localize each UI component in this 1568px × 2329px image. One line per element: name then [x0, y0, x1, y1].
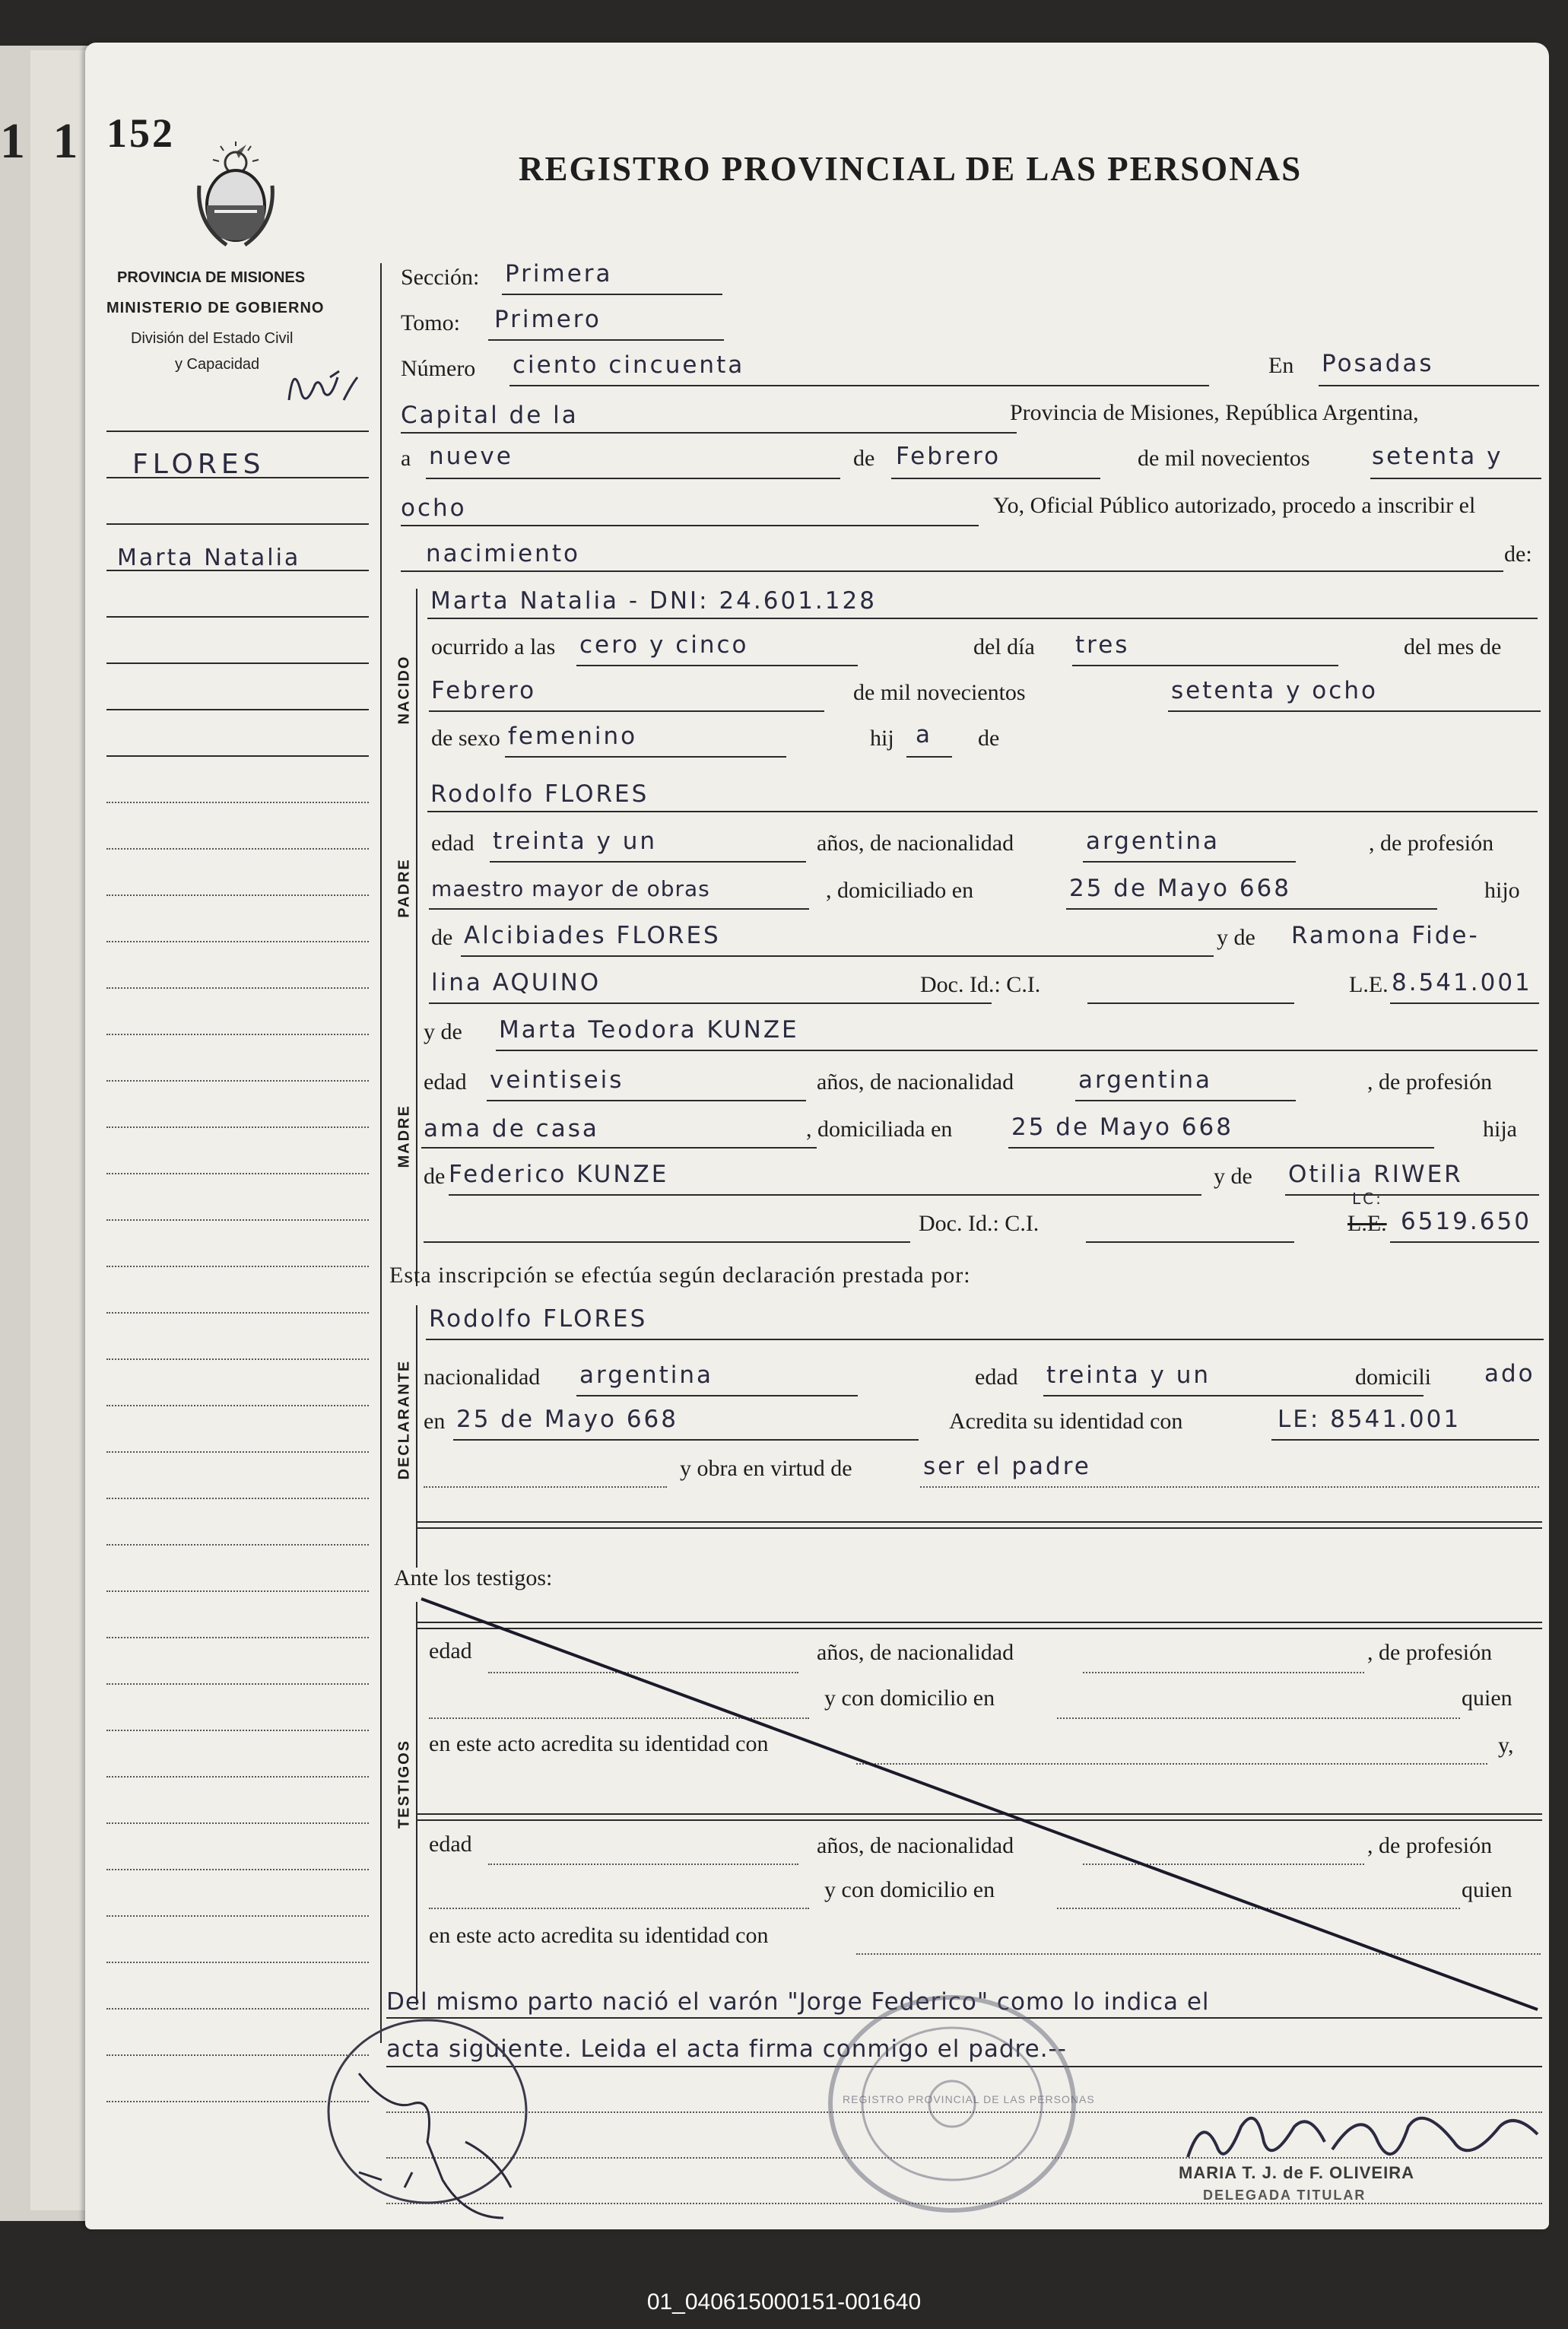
note-line-2: acta siguiente. Leida el acta firma conmigo el padre.--: [386, 2035, 1067, 2063]
declarante-edad-label: edad: [975, 1365, 1018, 1390]
padre-edad-value: treinta y un: [493, 828, 658, 855]
sidebar-rule: [106, 1869, 369, 1870]
testigo-1-anos-label: años, de nacionalidad: [817, 1640, 1014, 1665]
sidebar-rule: [106, 1451, 369, 1453]
madre-bracket: [416, 1024, 417, 1286]
madre-section-label: MADRE: [395, 1104, 413, 1168]
sidebar-rule: [106, 1080, 369, 1082]
seccion-line: [502, 294, 722, 295]
madre-lc-label: LC:: [1352, 1190, 1383, 1208]
sidebar-rule: [106, 1962, 369, 1963]
padre-madre-de-2-line: [429, 1002, 992, 1004]
left-edge-number: 1 1: [0, 113, 86, 169]
anio-2-line: [401, 525, 979, 526]
testigo-2-quien-label: quien: [1462, 1877, 1512, 1902]
declarante-edad-value: treinta y un: [1046, 1361, 1211, 1389]
testigos-intro: Ante los testigos:: [394, 1565, 553, 1590]
lugar2-value: Capital de la: [401, 402, 579, 429]
madre-nacionalidad-value: argentina: [1078, 1066, 1213, 1094]
padre-hijo-label: hijo: [1484, 878, 1520, 903]
padre-madre-de-2: lina AQUINO: [431, 969, 601, 996]
anio-nac-value: setenta y ocho: [1171, 677, 1378, 704]
sidebar-rule: [106, 431, 369, 432]
seal-text: REGISTRO PROVINCIAL DE LAS PERSONAS: [843, 2093, 1095, 2105]
padre-bracket: [416, 780, 417, 1024]
sexo-line: [505, 756, 786, 758]
madre-nacionalidad-line: [1075, 1100, 1296, 1101]
testigo-1-domicilio-label: y con domicilio en: [824, 1686, 995, 1711]
dia-nac-value: tres: [1075, 631, 1130, 659]
org-capacity: y Capacidad: [175, 356, 260, 373]
declarante-domiciliado-label: domicili: [1355, 1365, 1431, 1390]
testigo-1-quien-label: quien: [1462, 1686, 1512, 1711]
sidebar-rule: [106, 755, 369, 757]
sidebar-rule: [106, 1590, 369, 1592]
sidebar-rule: [106, 1498, 369, 1499]
note-line-1: Del mismo parto nació el varón "Jorge Federico" como lo indica el: [386, 1988, 1210, 2016]
padre-profesion-line: [429, 908, 809, 910]
mes-line: [891, 478, 1100, 479]
padre-profesion-value: maestro mayor de obras: [431, 876, 710, 901]
lugar-line: [1319, 385, 1539, 386]
a-label: a: [401, 446, 411, 471]
sidebar-rule: [106, 2008, 369, 2010]
padre-ci-line: [1087, 1002, 1294, 1004]
declarante-documento-value: LE: 8541.001: [1278, 1406, 1462, 1433]
padre-profesion-label: , de profesión: [1369, 831, 1494, 856]
declarante-edad-line: [1043, 1395, 1424, 1396]
madre-edad-line: [487, 1100, 806, 1101]
anio-nac-line: [1168, 710, 1541, 712]
madre-madre-de-value: Otilia RIWER: [1288, 1161, 1463, 1188]
madre-edad-label: edad: [424, 1069, 467, 1095]
dia-value: nueve: [429, 443, 513, 470]
de-colon-label: de:: [1504, 542, 1532, 567]
sidebar-rule: [106, 1312, 369, 1314]
ocurrido-label: ocurrido a las: [431, 634, 556, 659]
declarante-name: Rodolfo FLORES: [429, 1305, 648, 1333]
declarante-domicilio-line: [453, 1439, 919, 1441]
numero-value: ciento cincuenta: [513, 351, 745, 379]
sidebar-rule: [106, 523, 369, 525]
mil-label: de mil novecientos: [1138, 446, 1310, 471]
anio-1-line: [1370, 478, 1541, 479]
nacido-name: Marta Natalia - DNI: 24.601.128: [430, 587, 877, 615]
nacido-name-line: [427, 618, 1538, 619]
madre-profesion-label: , de profesión: [1367, 1069, 1493, 1095]
registry-page: [85, 43, 1549, 2229]
testigo-2-anos-label: años, de nacionalidad: [817, 1833, 1014, 1858]
madre-hija-label: hija: [1483, 1117, 1517, 1142]
madre-doc-label: Doc. Id.: C.I.: [919, 1211, 1040, 1236]
de-label: de: [853, 446, 875, 471]
dia-nac-line: [1072, 665, 1338, 666]
testigos-cancel-stroke: [412, 1594, 1568, 2020]
testigo-1-acredita-label: en este acto acredita su identidad con: [429, 1731, 769, 1756]
madre-le-line: [1390, 1241, 1539, 1243]
hij-de-label: de: [978, 726, 1000, 751]
testigo-1-y-label: y,: [1498, 1733, 1514, 1758]
madre-anos-label: años, de nacionalidad: [817, 1069, 1014, 1095]
madre-y-de-label2: y de: [1214, 1164, 1252, 1189]
numero-label: Número: [401, 356, 476, 381]
declarante-name-line: [426, 1339, 1544, 1340]
padre-y-de-label: y de: [1217, 925, 1255, 950]
padre-de-label: de: [431, 925, 453, 950]
sidebar-rule: [106, 570, 369, 571]
sidebar-rule: [106, 1915, 369, 1917]
sidebar-rule: [106, 1405, 369, 1406]
padre-domicilio-value: 25 de Mayo 668: [1069, 875, 1291, 902]
sidebar-rule: [106, 848, 369, 850]
madre-domicilio-value: 25 de Mayo 668: [1011, 1114, 1233, 1141]
del-dia-label: del día: [973, 634, 1035, 659]
image-caption: 01_040615000151-001640: [646, 2289, 922, 2315]
sidebar-rule: [106, 1219, 369, 1221]
oficial-text: Yo, Oficial Público autorizado, procedo a inscribir el: [993, 493, 1476, 518]
madre-padre-de-value: Federico KUNZE: [449, 1161, 669, 1188]
declarante-blank-line: [424, 1486, 667, 1488]
sidebar-given-names: Marta Natalia: [117, 545, 301, 571]
madre-madre-de-line: [1285, 1194, 1539, 1196]
page-number: 152: [106, 110, 175, 156]
padre-nacionalidad-value: argentina: [1086, 828, 1220, 855]
madre-y-de-label: y de: [424, 1019, 462, 1044]
padre-anos-label: años, de nacionalidad: [817, 831, 1014, 856]
acto-value: nacimiento: [426, 540, 580, 567]
declarante-end-line: [417, 1521, 1542, 1523]
hora-value: cero y cinco: [579, 631, 749, 659]
madre-profesion-line: [421, 1147, 817, 1149]
provincia-text: Provincia de Misiones, República Argentina,: [1010, 400, 1419, 425]
madre-padre-de-line: [449, 1194, 1201, 1196]
hij-label: hij: [870, 726, 894, 751]
padre-domiciliado-label: , domiciliado en: [826, 878, 974, 903]
declarante-acredita-label: Acredita su identidad con: [949, 1409, 1183, 1434]
stamp-name: MARIA T. J. de F. OLIVEIRA: [1179, 2163, 1414, 2182]
padre-name-line: [427, 811, 1538, 812]
sidebar-rule: [106, 2101, 369, 2102]
acto-line: [401, 570, 1503, 572]
madre-name: Marta Teodora KUNZE: [499, 1016, 799, 1044]
org-ministry: MINISTERIO DE GOBIERNO: [106, 300, 325, 316]
declarante-domiciliado-suffix: ado: [1484, 1360, 1535, 1387]
testigos-section-label: TESTIGOS: [395, 1739, 413, 1829]
sidebar-rule: [106, 1730, 369, 1731]
sexo-label: de sexo: [431, 726, 500, 751]
anio-2-value: ocho: [401, 494, 467, 522]
org-province: PROVINCIA DE MISIONES: [117, 269, 306, 286]
declarante-nacionalidad-label: nacionalidad: [424, 1365, 541, 1390]
testigo-2-edad-label: edad: [429, 1832, 472, 1857]
testigo-2-acredita-label: en este acto acredita su identidad con: [429, 1923, 769, 1948]
sidebar-rule: [106, 1358, 369, 1360]
seccion-value: Primera: [505, 260, 613, 288]
sidebar-rule: [106, 1776, 369, 1778]
mes-value: Febrero: [896, 443, 1001, 470]
madre-name-line: [496, 1050, 1538, 1051]
sidebar-rule: [106, 1126, 369, 1128]
testigo-1-profesion-label: , de profesión: [1367, 1640, 1493, 1665]
padre-domicilio-line: [1066, 908, 1437, 910]
declarante-section-label: DECLARANTE: [395, 1359, 413, 1480]
sexo-value: femenino: [508, 723, 638, 750]
sidebar-rule: [106, 941, 369, 942]
seccion-label: Sección:: [401, 265, 480, 290]
madre-domicilio-line: [1008, 1147, 1434, 1149]
numero-line: [509, 385, 1209, 386]
org-division: División del Estado Civil: [131, 330, 294, 347]
padre-le-line: [1390, 1002, 1539, 1004]
declarante-domicilio-value: 25 de Mayo 668: [456, 1406, 678, 1433]
official-initials-icon: [284, 354, 360, 415]
hij-letter: a: [916, 721, 932, 748]
mil-nac-label: de mil novecientos: [853, 680, 1026, 705]
stamp-role: DELEGADA TITULAR: [1203, 2188, 1366, 2203]
del-mes-label: del mes de: [1404, 634, 1502, 659]
madre-de-label: de: [424, 1164, 446, 1189]
padre-nacionalidad-line: [1083, 861, 1296, 863]
padre-edad-label: edad: [431, 831, 475, 856]
madre-domiciliada-label: , domiciliada en: [806, 1117, 953, 1142]
coat-of-arms-icon: [193, 140, 278, 246]
sidebar-rule: [106, 1544, 369, 1546]
sidebar-rule: [106, 802, 369, 803]
dia-line: [426, 478, 840, 479]
lugar2-line: [401, 432, 1017, 434]
sidebar-rule: [106, 1034, 369, 1035]
mes-nac-value: Febrero: [431, 677, 537, 704]
declarant-signature-icon: [313, 1990, 663, 2233]
sidebar-rule: [106, 894, 369, 896]
sidebar-rule: [106, 987, 369, 989]
tomo-label: Tomo:: [401, 310, 460, 335]
hij-line: [906, 756, 952, 758]
testigo-1-edad-label: edad: [429, 1638, 472, 1663]
column-divider: [380, 263, 382, 2043]
sidebar-rule: [106, 616, 369, 618]
madre-le-label: L.E.: [1347, 1211, 1387, 1236]
sidebar-rule: [106, 662, 369, 664]
mes-nac-line: [429, 710, 824, 712]
hora-line: [576, 665, 858, 666]
declarante-virtud-value: ser el padre: [923, 1453, 1091, 1480]
declarante-nacionalidad-line: [576, 1395, 858, 1396]
testigo-2-profesion-label: , de profesión: [1367, 1833, 1493, 1858]
padre-name: Rodolfo FLORES: [430, 780, 649, 808]
sidebar-rule: [106, 2054, 369, 2056]
tomo-line: [488, 339, 724, 341]
sidebar-rule: [106, 477, 369, 478]
padre-madre-de-1: Ramona Fide-: [1291, 922, 1480, 949]
lugar-value: Posadas: [1322, 350, 1434, 377]
padre-doc-label: Doc. Id.: C.I.: [920, 972, 1041, 997]
declarante-virtud-line: [920, 1486, 1539, 1488]
en-label: En: [1268, 353, 1294, 378]
padre-le-value: 8.541.001: [1392, 969, 1532, 996]
padre-edad-line: [490, 861, 806, 863]
sidebar-rule: [106, 1822, 369, 1824]
tomo-value: Primero: [494, 306, 601, 333]
madre-ci-line: [1086, 1241, 1294, 1243]
nacido-section-label: NACIDO: [395, 655, 413, 725]
anio-1-value: setenta y: [1372, 443, 1503, 470]
sidebar-rule: [106, 709, 369, 710]
sidebar-rule: [106, 1637, 369, 1638]
madre-edad-value: veintiseis: [490, 1066, 624, 1094]
sidebar-rule: [106, 1266, 369, 1267]
declarante-virtud-label: y obra en virtud de: [680, 1456, 852, 1481]
madre-le-value: 6519.650: [1401, 1208, 1531, 1235]
page-title: REGISTRO PROVINCIAL DE LAS PERSONAS: [519, 150, 1303, 188]
madre-profesion-value: ama de casa: [424, 1115, 599, 1142]
testigo-2-domicilio-label: y con domicilio en: [824, 1877, 995, 1902]
declarante-en-label: en: [424, 1409, 446, 1434]
padre-padre-de-line: [461, 955, 1214, 957]
sidebar-surname: FLORES: [132, 449, 265, 480]
padre-section-label: PADRE: [395, 858, 413, 918]
madre-blank-line: [424, 1241, 910, 1243]
padre-padre-de-value: Alcibiades FLORES: [464, 922, 721, 949]
sidebar-rule: [106, 1173, 369, 1174]
declarante-documento-line: [1271, 1439, 1539, 1441]
padre-le-label: L.E.: [1349, 972, 1389, 997]
declarante-end-line-2: [417, 1527, 1542, 1529]
declarante-nacionalidad-value: argentina: [579, 1361, 714, 1389]
declarante-intro: Esta inscripción se efectúa según declaración prestada por:: [389, 1263, 971, 1288]
sidebar-rule: [106, 1683, 369, 1685]
